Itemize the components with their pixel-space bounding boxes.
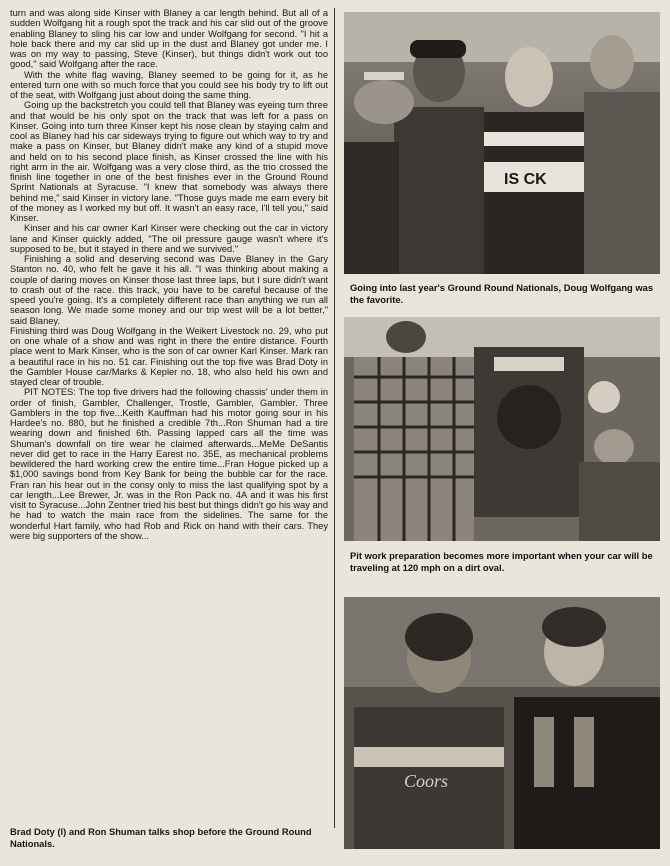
article-paragraph: Kinser and his car owner Karl Kinser were checking out the car in victory lane and Kinser quickly added, "The oil pressure gauge wasn't where it's supposed to be, but it stayed in there and we survived.": [10, 223, 328, 254]
caption-top-photo: Going into last year's Ground Round Nationals, Doug Wolfgang was the favorite.: [350, 282, 654, 305]
photo-doty-shuman: [344, 597, 660, 849]
article-paragraph: With the white flag waving, Blaney seemed to be going for it, as he entered turn one with so much force that you could see his body try to lift out of the seat, with Wolfgang just about doing the same thing.: [10, 69, 328, 100]
photo-pit-work: [344, 317, 660, 541]
shirt-lettering: Coors: [404, 771, 449, 791]
article-paragraph: Going up the backstretch you could tell that Blaney was eyeing turn three and that would be his only spot on the track that was left for a pass on Kinser. Going into turn three Kinser kept his nose clean by staying calm and cool as Blaney had his car sideways trying to figure out which way to try and make a pass on Kinser, but Blaney didn't make any kind of a stupid move and held on to his second place finish, as Kinser crossed the line with his right arm in the air. Wolfgang was a very close third, as the trio crossed the finish line together in one of the best finishes ever in the Ground Round Sprint Nationals at Syracuse. "I knew that somebody was always there behind me," said Kinser in victory lane. "Those guys made me earn every bit of the money as I worked my but off. It wasn't an easy race, I'll tell you," said Kinser.: [10, 100, 328, 223]
article-paragraph: Finishing a solid and deserving second was Dave Blaney in the Gary Stanton no. 40, who felt he gave it his all. "I was thinking about making a couple of daring moves on Kinser those last three laps, but I sure didn't want to crash out of the race. this track, you have to be careful because of the speed you're going. It's a completely different race than anything we run all season long. We made some money and our trip west will be a lot better," said Blaney.: [10, 254, 328, 326]
article-paragraph: turn and was along side Kinser with Blaney a car length behind. But all of a sudden Wolfgang hit a rough spot the track and his car slid out of the groove enabling Blaney to sling his car low and under Wolfgang for second. "I hit a hole back there and my car slid up in the dust and Blaney got under me. I was on my way to passing, Steve (Kinser), but things didn't work out too good," said Wolfgang after the race.: [10, 8, 328, 70]
article-text: [10, 8, 328, 541]
column-divider: [334, 8, 335, 828]
article-paragraph: PIT NOTES: The top five drivers had the following chassis' under them in order of finish, Gambler, Challenger, Trostle, Gambler, Gambler. Three Gamblers in the top five...Keith Kauffman had his motor going sour in his Hardee's no. 880, but he finished a credible 7th...Ron Shuman had a tire wearing down and finished 6th. Passing lapped cars all the time was Shuman's downfall on tire wear he claimed afterwards...MeMe DeSantis never did get to race in the Harry Earest no. 35E, as mechanical problems bewildered the hard working crew the entire time...Fran Hogue picked up a $1,000 savings bond from Key Bank for being the bubble car for the race. Fran ran his hear out in the consy only to miss the last qualifying spot by a car length...Lee Brewer, Jr. was in the Ron Pack no. 4A and it was his first visit to Syracuse...John Zentner tried his best but things didn't go his way and he had to watch the main race from the sidelines. The same for the wonderful Hart family, who had Rob and Rick on hand with their cars. They were big supporters of the show...: [10, 387, 328, 541]
caption-middle-photo: Pit work preparation becomes more important when your car will be traveling at 120 mph on a dirt oval.: [350, 550, 653, 573]
jacket-lettering: IS CK: [504, 171, 547, 188]
caption-bottom-photo: Brad Doty (l) and Ron Shuman talks shop before the Ground Round Nationals.: [10, 826, 312, 849]
photo-wolfgang: [344, 12, 660, 274]
article-paragraph: Finishing third was Doug Wolfgang in the Weikert Livestock no. 29, who put on one whale of a show and was right in there the entire distance. Fourth place went to Mark Kinser, who is the son of car owner Karl Kinser. Mark ran a beautiful race in his no. 51 car. Finishing out the top five was Brad Doty in the Gambler House car/Marks & Kepler no. 18, who also held his own and stayed clear of trouble.: [10, 325, 328, 387]
